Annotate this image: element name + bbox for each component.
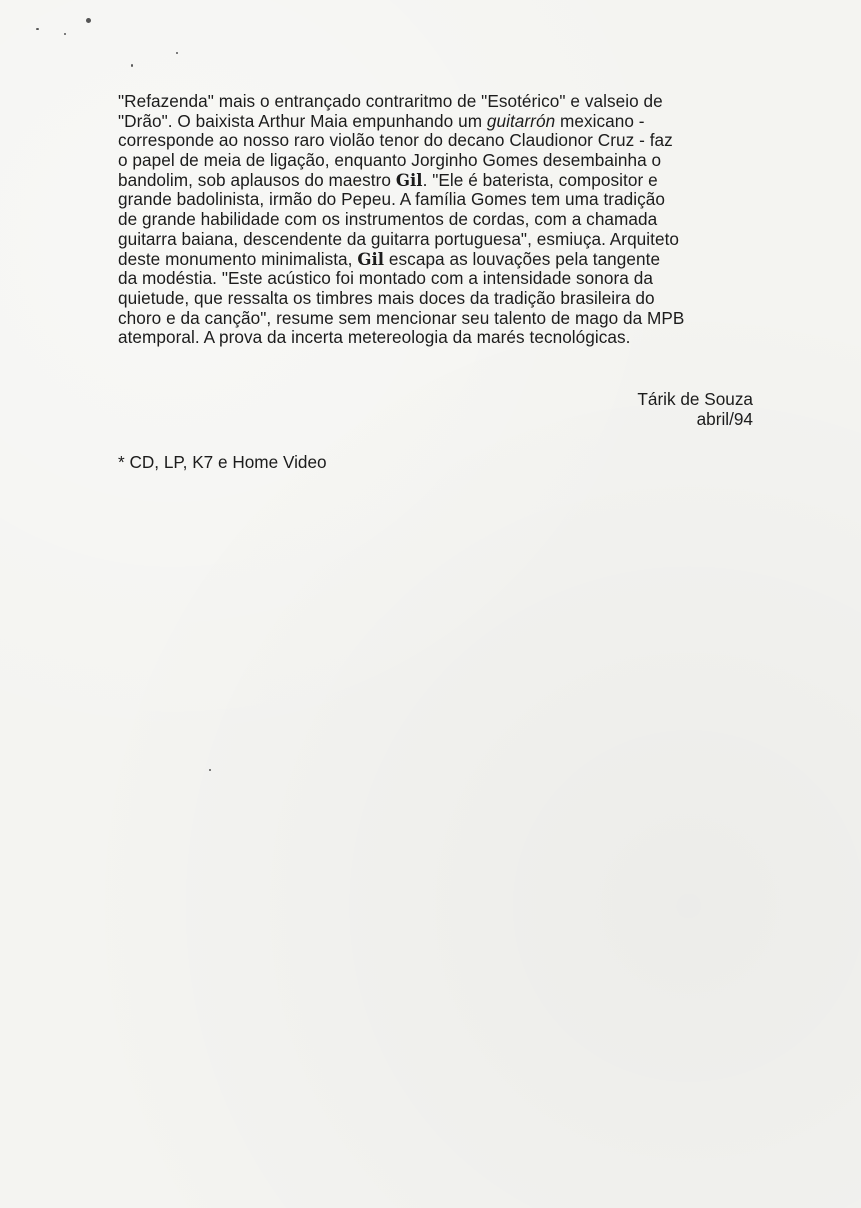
author-name: Tárik de Souza <box>637 389 753 409</box>
italic-text-run: guitarrón <box>486 110 556 131</box>
text-run: quietude, que ressalta os timbres mais doces da tradição brasileira do <box>118 287 655 308</box>
text-line <box>118 269 768 289</box>
scan-speck <box>131 64 133 67</box>
text-run: choro e da canção", resume sem mencionar seu talento de mago da MPB <box>118 307 685 328</box>
text-line <box>118 250 768 270</box>
footnote: * CD, LP, K7 e Home Video <box>118 452 327 472</box>
text-line <box>118 309 768 329</box>
signature-date: abril/94 <box>696 409 753 429</box>
text-run: deste monumento minimalista, <box>118 248 358 269</box>
scan-speck <box>176 52 178 54</box>
text-run: da modéstia. "Este acústico foi montado com a intensidade sonora da <box>118 268 653 289</box>
text-line <box>118 171 768 191</box>
text-line <box>118 131 768 151</box>
text-run: bandolim, sob aplausos do maestro <box>118 169 396 190</box>
text-run: guitarra baiana, descendente da guitarra portuguesa", esmiuça. Arquiteto <box>118 228 680 249</box>
signature-block <box>637 389 753 429</box>
text-line <box>118 230 768 250</box>
text-run: "Drão". O baixista Arthur Maia empunhando um <box>118 110 487 131</box>
text-run: atemporal. A prova da incerta metereologia da marés tecnológicas. <box>118 327 631 348</box>
text-run: mexicano - <box>555 110 645 131</box>
text-line <box>118 328 768 348</box>
text-run: "Refazenda" mais o entrançado contraritmo de "Esotérico" e valseio de <box>118 91 663 111</box>
text-run: grande badolinista, irmão do Pepeu. A família Gomes tem uma tradição <box>118 189 666 210</box>
text-run: escapa as louvações pela tangente <box>384 248 661 269</box>
scan-speck <box>86 18 91 23</box>
scan-speck <box>36 28 39 30</box>
text-line <box>118 112 768 132</box>
text-run: de grande habilidade com os instrumentos de cordas, com a chamada <box>118 209 658 230</box>
text-line <box>118 151 768 171</box>
text-line <box>118 190 768 210</box>
text-run: . "Ele é baterista, compositor e <box>422 169 658 190</box>
text-run: corresponde ao nosso raro violão tenor do decano Claudionor Cruz - faz <box>118 130 673 151</box>
text-line <box>118 210 768 230</box>
scan-speck <box>209 769 211 771</box>
scan-speck <box>64 33 66 35</box>
bold-text-run: Gil <box>357 249 385 269</box>
article-body <box>118 92 768 348</box>
bold-text-run: Gil <box>395 170 423 190</box>
text-line <box>118 289 768 309</box>
text-line <box>118 92 768 112</box>
text-run: o papel de meia de ligação, enquanto Jorginho Gomes desembainha o <box>118 150 662 171</box>
